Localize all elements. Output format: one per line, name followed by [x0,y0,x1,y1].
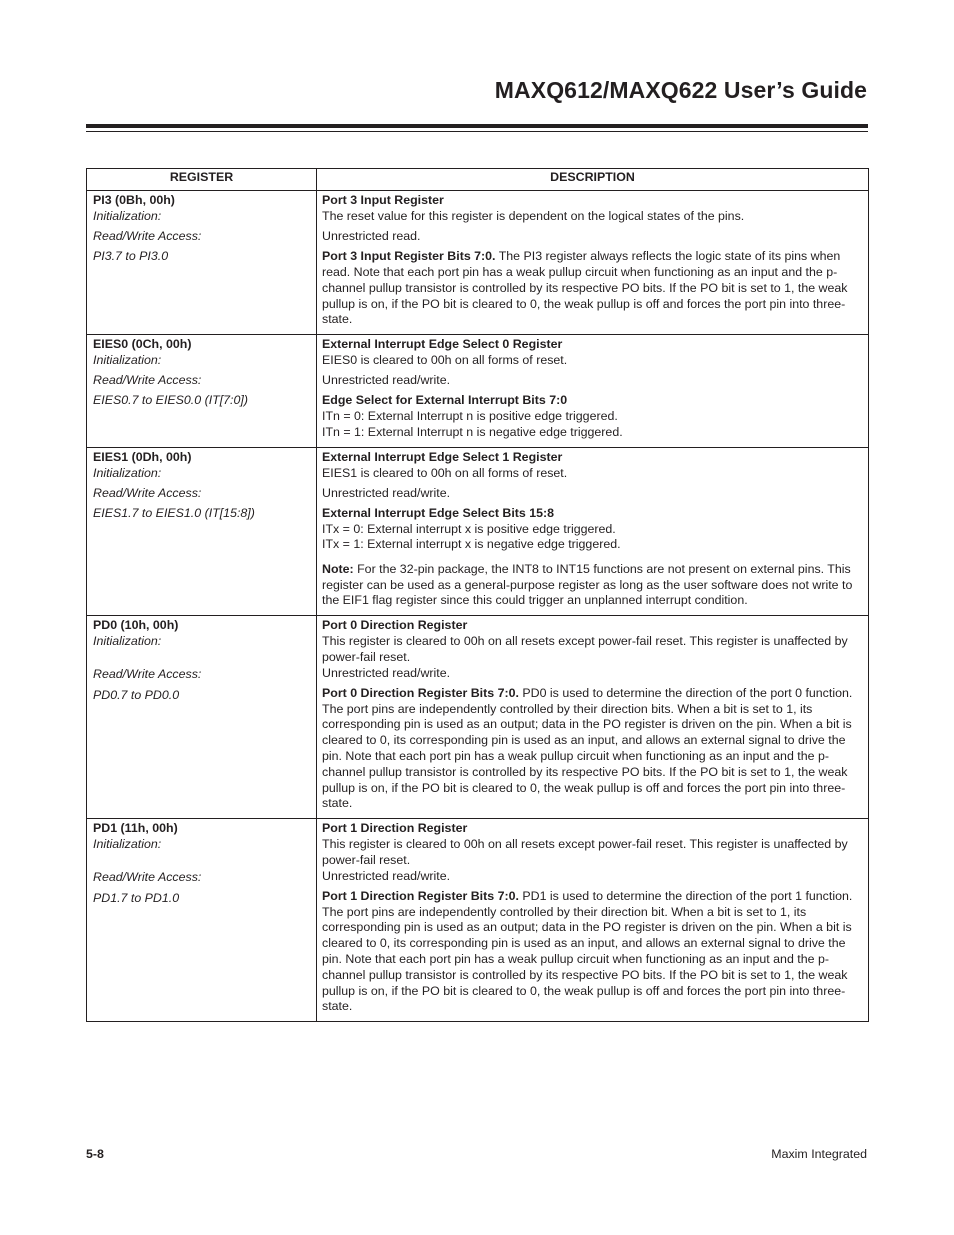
initialization-label: Initialization: [93,465,162,480]
initialization-text: EIES0 is cleared to 00h on all forms of reset. [322,352,568,367]
header-rule-thin [86,131,868,132]
access-label: Read/Write Access: [93,870,202,885]
spacer [93,853,312,871]
bits-title: Port 0 Direction Register Bits 7:0. [322,685,519,700]
bits-text: PD0 is used to determine the direction of the port 0 function. The port pins are independently controlled by their direction bits. When a bit is set to 1, its corresponding pin is used as an output; data in the PO register is driven on the pin. When a bit is cleared to 0, its corresponding pin is used as an input, and allows an external signal to drive the pin. Note that each port pin has a weak pullup circuit when functioning as an input and the p-channel pullup transistor is controlled by its respective PO bits. If the PO bit is set to 1, the weak pullup is on, if the PO bit is cleared to 0, the weak pullup is off and forces the port pin into three-state. [322,685,853,811]
bits-line: ITx = 1: External interrupt x is negative edge triggered. [322,537,621,552]
initialization-text: The reset value for this register is dependent on the logical states of the pins. [322,208,745,223]
initialization-label: Initialization: [93,352,162,367]
header-rule-thick [86,124,868,128]
description-cell [317,191,869,335]
initialization-label: Initialization: [93,634,162,649]
bits-description [322,889,864,1015]
bits-label: EIES0.7 to EIES0.0 (IT[7:0]) [93,393,248,408]
note-label: Note: [322,561,354,576]
access-text: Unrestricted read. [322,228,421,243]
note [322,562,864,609]
company-name: Maxim Integrated [771,1147,867,1161]
initialization-label: Initialization: [93,208,162,223]
note-text: For the 32-pin package, the INT8 to INT15 functions are not present on external pins. This register can be used as a general-purpose register as long as the user software does not write to the EIF1 flag register since this could trigger an unplanned interrupt condition. [322,561,853,608]
register-name: PI3 (0Bh, 00h) [93,193,175,207]
table-row [87,447,869,616]
table-row [87,616,869,819]
bits-label: PD0.7 to PD0.0 [93,687,180,702]
document-title: MAXQ612/MAXQ622 User’s Guide [494,77,867,103]
register-name: EIES0 (0Ch, 00h) [93,337,192,352]
description-title: Port 0 Direction Register [322,618,468,633]
bits-title: Port 3 Input Register Bits 7:0. [322,249,496,264]
access-text: Unrestricted read/write. [322,665,451,680]
initialization-text: EIES1 is cleared to 00h on all forms of reset. [322,465,568,480]
access-text: Unrestricted read/write. [322,373,451,388]
access-text: Unrestricted read/write. [322,868,451,883]
access-label: Read/Write Access: [93,667,202,682]
description-cell [317,447,869,616]
table-row [87,335,869,448]
description-cell [317,616,869,819]
bits-title: Edge Select for External Interrupt Bits 7:0 [322,393,568,408]
bits-text: PD1 is used to determine the direction of the port 1 function. The port pins are independently controlled by their direction bit. When a bit is set to 1, its corresponding pin is used as an output; data in the PO register is driven on the pin. When a bit is cleared to 0, its corresponding pin is used as an input, and allows an external signal to drive the pin. Note that each port pin has a weak pullup circuit when functioning as an input and the p-channel pullup transistor is controlled by its respective PO bits. If the PO bit is set to 1, the weak pullup is on, if the PO bit is cleared to 0, the weak pullup is off and forces the port pin into three-state. [322,888,853,1014]
register-cell [87,447,317,616]
column-header-register: REGISTER [87,169,317,191]
register-name: PD0 (10h, 00h) [93,618,179,633]
bits-line: ITx = 0: External interrupt x is positive edge triggered. [322,521,616,536]
bits-text: The PI3 register always reflects the logic state of its pins when read. Note that each port pin has a weak pullup circuit when functioning as an input and the p-channel pullup transistor is controlled by its respective PO bits. If the PO bit is set to 1, the weak pullup is on, if the PO bit is cleared to 0, the weak pullup is off and forces the port pin into three-state. [322,249,848,327]
register-name: PD1 (11h, 00h) [93,821,178,836]
bits-label: EIES1.7 to EIES1.0 (IT[15:8]) [93,505,255,520]
access-label: Read/Write Access: [93,373,202,388]
page-number: 5-8 [86,1147,104,1161]
bits-description [322,249,864,328]
access-text: Unrestricted read/write. [322,485,451,500]
access-label: Read/Write Access: [93,485,202,500]
description-title: Port 3 Input Register [322,193,444,207]
initialization-text: This register is cleared to 00h on all resets except power-fail reset. This register is unaffected by power-fail reset. [322,837,848,867]
description-cell [317,335,869,448]
register-cell [87,616,317,819]
description-title: External Interrupt Edge Select 1 Register [322,449,563,464]
description-title: External Interrupt Edge Select 0 Register [322,337,563,352]
bits-line: ITn = 1: External Interrupt n is negative edge triggered. [322,424,623,439]
table-row [87,191,869,335]
spacer [93,650,312,668]
register-name: EIES1 (0Dh, 00h) [93,449,192,464]
initialization-text: This register is cleared to 00h on all resets except power-fail reset. This register is unaffected by power-fail reset. [322,634,848,664]
register-cell [87,191,317,335]
bits-label: PI3.7 to PI3.0 [93,249,169,264]
bits-description [322,686,864,812]
bits-title: Port 1 Direction Register Bits 7:0. [322,888,519,903]
register-cell [87,819,317,1022]
column-header-description: DESCRIPTION [317,169,869,191]
table-row [87,819,869,1022]
description-title: Port 1 Direction Register [322,821,468,836]
register-cell [87,335,317,448]
description-cell [317,819,869,1022]
table-header-row [87,169,869,191]
access-label: Read/Write Access: [93,228,202,243]
bits-title: External Interrupt Edge Select Bits 15:8 [322,505,555,520]
register-table [86,168,869,1022]
bits-label: PD1.7 to PD1.0 [93,890,180,905]
initialization-label: Initialization: [93,837,162,852]
bits-line: ITn = 0: External Interrupt n is positive edge triggered. [322,409,618,424]
